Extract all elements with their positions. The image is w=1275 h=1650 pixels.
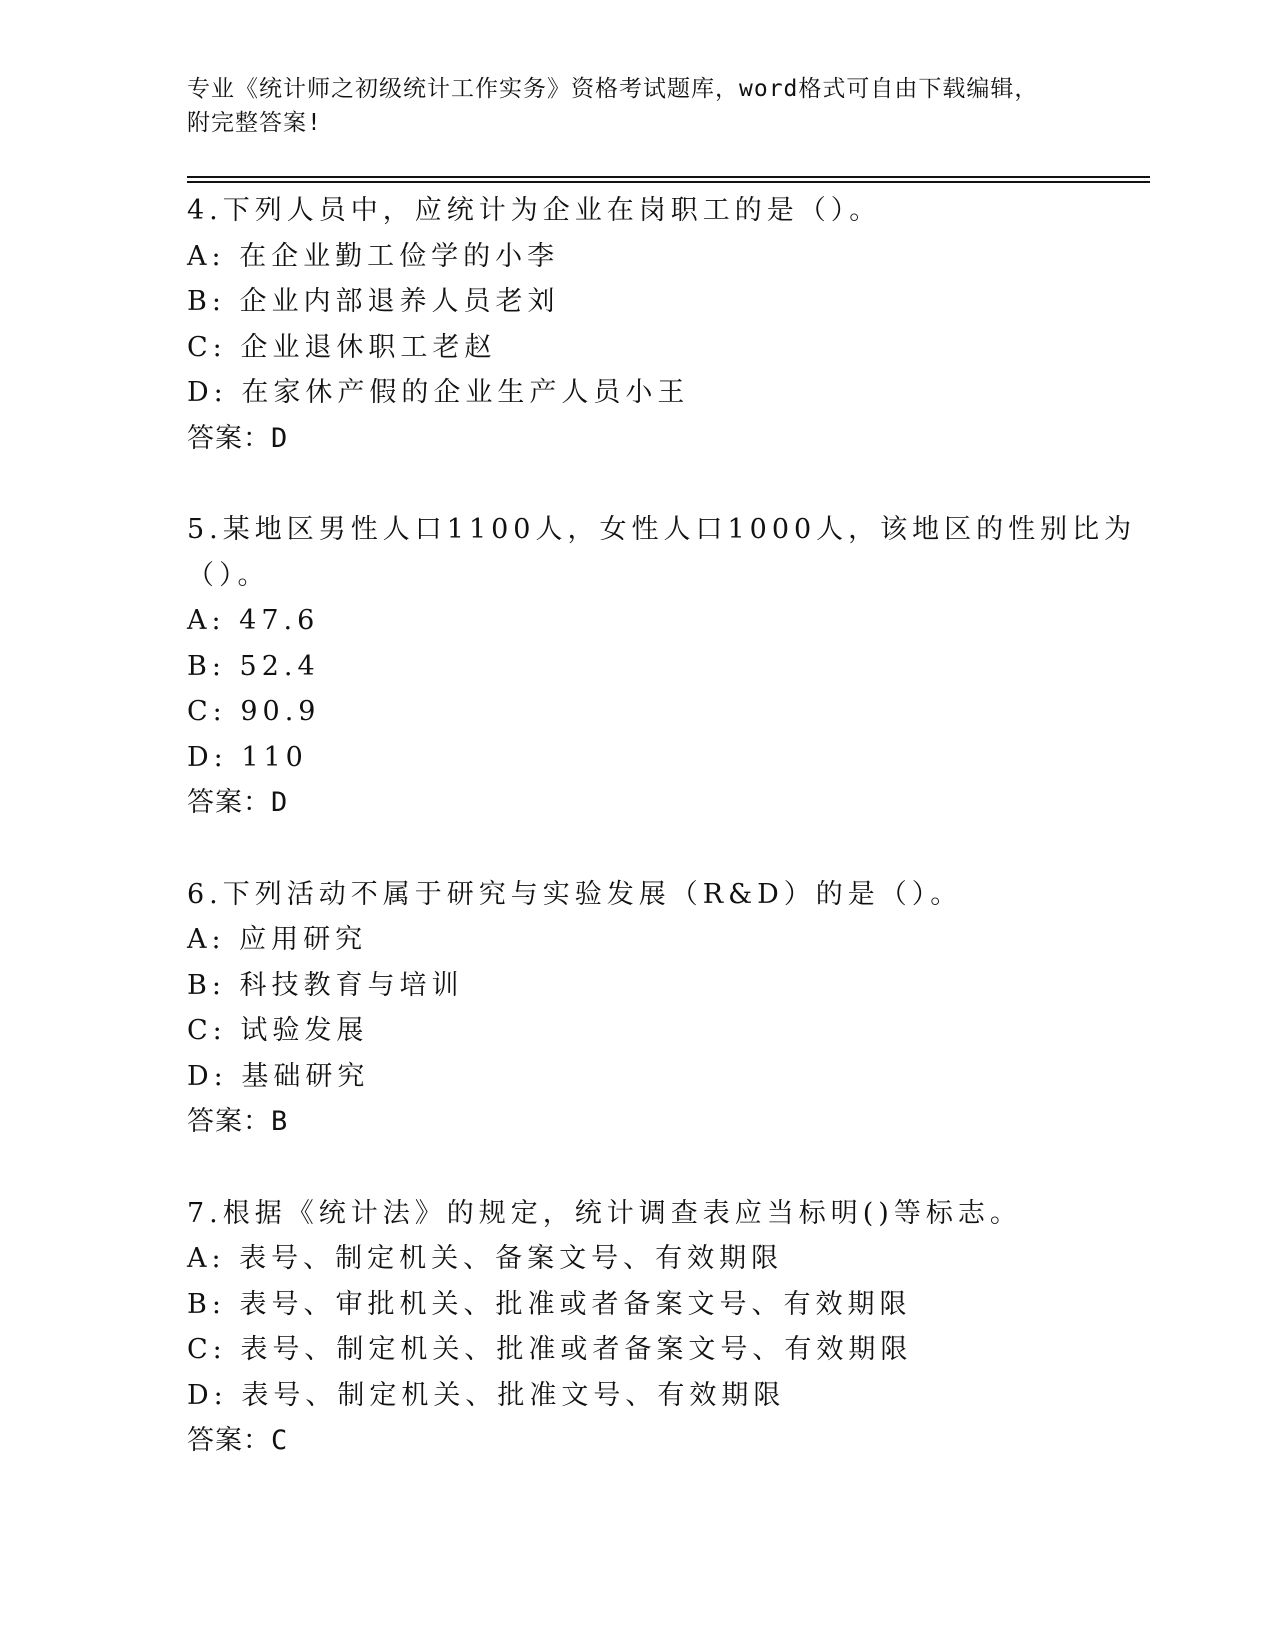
option-b: B: 52.4 (187, 650, 320, 682)
option-c: C: 90.9 (187, 696, 321, 727)
option-a: A: 47.6 (187, 605, 320, 636)
question-5 (187, 507, 1147, 826)
answer-line: 答案：D (187, 787, 289, 818)
answer-line: 答案：C (187, 1425, 289, 1456)
question-list (187, 188, 1147, 1510)
option-c: C: 企业退休职工老赵 (187, 331, 497, 363)
question-4 (187, 188, 1147, 461)
option-b: B: 科技教育与培训 (187, 969, 464, 1001)
header-line-1: 专业《统计师之初级统计工作实务》资格考试题库，word格式可自由下载编辑， (187, 76, 1039, 102)
option-a: A: 在企业勤工俭学的小李 (187, 240, 560, 272)
option-b: B: 企业内部退养人员老刘 (187, 286, 560, 317)
answer-line: 答案：D (187, 422, 289, 454)
option-a: A: 应用研究 (187, 924, 368, 955)
question-stem: 7.根据《统计法》的规定，统计调查表应当标明()等标志。 (187, 1197, 1022, 1229)
option-d: D: 基础研究 (187, 1060, 370, 1092)
header-divider-top (187, 176, 1150, 178)
header-divider-bottom (187, 181, 1150, 183)
document-header (187, 72, 1147, 140)
option-b: B: 表号、审批机关、批准或者备案文号、有效期限 (187, 1288, 912, 1320)
option-d: D: 在家休产假的企业生产人员小王 (187, 377, 690, 408)
option-c: C: 表号、制定机关、批准或者备案文号、有效期限 (187, 1334, 913, 1365)
question-stem: 4.下列人员中，应统计为企业在岗职工的是（）。 (187, 195, 882, 226)
question-7 (187, 1191, 1147, 1464)
question-stem: 6.下列活动不属于研究与实验发展（R&D）的是（）。 (187, 878, 963, 910)
answer-line: 答案：B (187, 1106, 289, 1137)
header-line-2: 附完整答案! (187, 110, 322, 136)
option-a: A: 表号、制定机关、备案文号、有效期限 (187, 1243, 784, 1274)
option-c: C: 试验发展 (187, 1015, 369, 1046)
question-stem: 5.某地区男性人口1100人，女性人口1000人，该地区的性别比为（）。 (187, 514, 1137, 591)
option-d: D: 110 (187, 741, 308, 773)
question-6 (187, 872, 1147, 1145)
option-d: D: 表号、制定机关、批准文号、有效期限 (187, 1379, 786, 1411)
